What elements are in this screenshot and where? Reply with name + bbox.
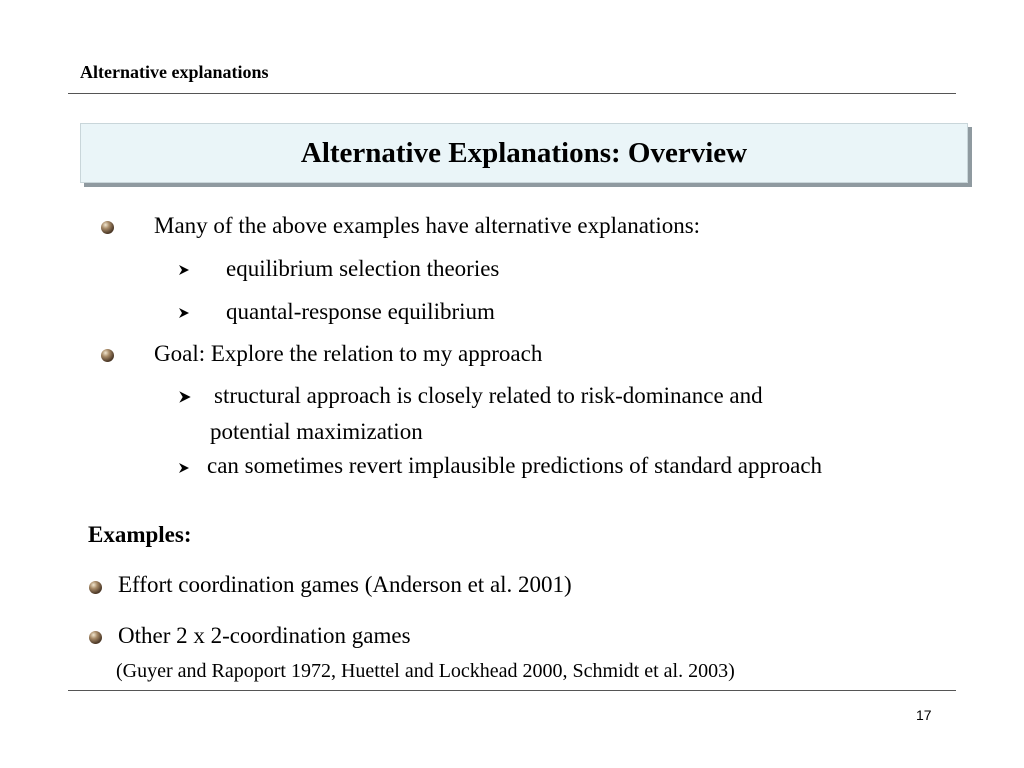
title-box — [80, 123, 968, 183]
sub-bullet-text: structural approach is closely related to risk-dominance and — [214, 383, 763, 408]
arrowhead-bullet-icon — [177, 461, 191, 475]
sub-bullet-text: equilibrium selection theories — [226, 256, 500, 281]
examples-heading: Examples: — [88, 522, 192, 547]
bullet-text: Many of the above examples have alternative explanations: — [154, 213, 701, 238]
arrowhead-bullet-icon — [177, 263, 191, 277]
bullet-ball-icon — [89, 631, 102, 644]
section-header: Alternative explanations — [80, 62, 269, 82]
sub-bullet-text: quantal-response equilibrium — [226, 299, 495, 324]
example-item: Other 2 x 2-coordination games — [118, 623, 411, 648]
bullet-text: Goal: Explore the relation to my approach — [154, 341, 543, 366]
bullet-ball-icon — [89, 581, 102, 594]
example-item: Effort coordination games (Anderson et al. 2001) — [118, 572, 572, 597]
arrowhead-bullet-icon — [177, 306, 191, 320]
bullet-ball-icon — [101, 349, 114, 362]
bottom-divider — [68, 690, 956, 691]
bullet-ball-icon — [101, 221, 114, 234]
top-divider — [68, 93, 956, 94]
example-citation: (Guyer and Rapoport 1972, Huettel and Lockhead 2000, Schmidt et al. 2003) — [116, 660, 735, 682]
arrowhead-bullet-icon — [177, 389, 191, 403]
slide-title: Alternative Explanations: Overview — [300, 136, 748, 169]
sub-bullet-text: can sometimes revert implausible predictions of standard approach — [207, 453, 823, 478]
page-number: 17 — [916, 707, 932, 723]
sub-bullet-text-continued: potential maximization — [210, 419, 423, 444]
